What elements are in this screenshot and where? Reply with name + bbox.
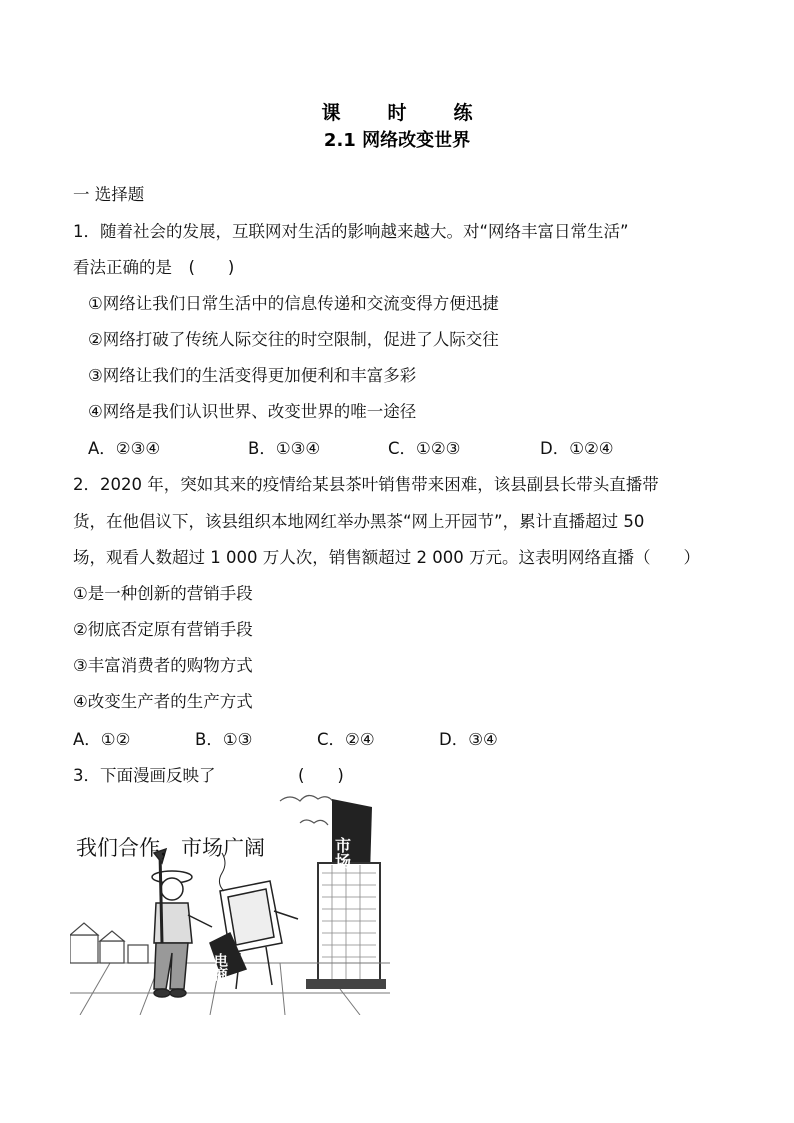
q1-option-d[interactable]: D．①②④ — [540, 439, 614, 458]
q2-stem-line1: 2．2020 年，突如其来的疫情给某县茶叶销售带来困难，该县副县长带头直播带 — [73, 475, 659, 494]
q2-statement-1: ①是一种创新的营销手段 — [73, 584, 253, 603]
q1-statement-1: ①网络让我们日常生活中的信息传递和交流变得方便迅捷 — [88, 294, 499, 313]
q2-option-c[interactable]: C．②④ — [317, 730, 375, 749]
page-subtitle: 2.1 网络改变世界 — [323, 130, 471, 151]
q1-stem-line1: 1．随着社会的发展，互联网对生活的影响越来越大。对“网络丰富日常生活” — [73, 222, 629, 241]
q1-option-b[interactable]: B．①③④ — [248, 439, 321, 458]
cartoon-caption: 我们合作，市场广阔 — [76, 836, 265, 860]
q2-statement-3: ③丰富消费者的购物方式 — [73, 656, 253, 675]
q2-option-b[interactable]: B．①③ — [195, 730, 253, 749]
q1-statement-3: ③网络让我们的生活变得更加便利和丰富多彩 — [88, 366, 417, 385]
q3-stem: 3．下面漫画反映了 ( ) — [73, 766, 344, 785]
q2-stem-line3: 场，观看人数超过 1 000 万人次，销售额超过 2 000 万元。这表明网络直播（ ） — [73, 548, 700, 567]
q2-statement-2: ②彻底否定原有营销手段 — [73, 620, 253, 639]
cartoon-illustration — [70, 793, 390, 1015]
q2-statement-4: ④改变生产者的生产方式 — [73, 692, 253, 711]
section-heading: 一 选择题 — [73, 185, 145, 204]
market-sign: 市场 — [332, 837, 352, 869]
ecommerce-sign: 电商 — [212, 953, 228, 981]
q2-stem-line2: 货，在他倡议下，该县组织本地网红举办黑茶“网上开园节”，累计直播超过 50 — [73, 512, 645, 531]
q1-statement-4: ④网络是我们认识世界、改变世界的唯一途径 — [88, 402, 417, 421]
q1-option-a[interactable]: A．②③④ — [88, 439, 161, 458]
q1-statement-2: ②网络打破了传统人际交往的时空限制，促进了人际交往 — [88, 330, 499, 349]
q2-option-d[interactable]: D．③④ — [439, 730, 498, 749]
q1-stem-line2: 看法正确的是 ( ) — [73, 258, 235, 277]
page-title: 课 时 练 — [321, 102, 487, 124]
q2-option-a[interactable]: A．①② — [73, 730, 131, 749]
q1-option-c[interactable]: C．①②③ — [388, 439, 461, 458]
